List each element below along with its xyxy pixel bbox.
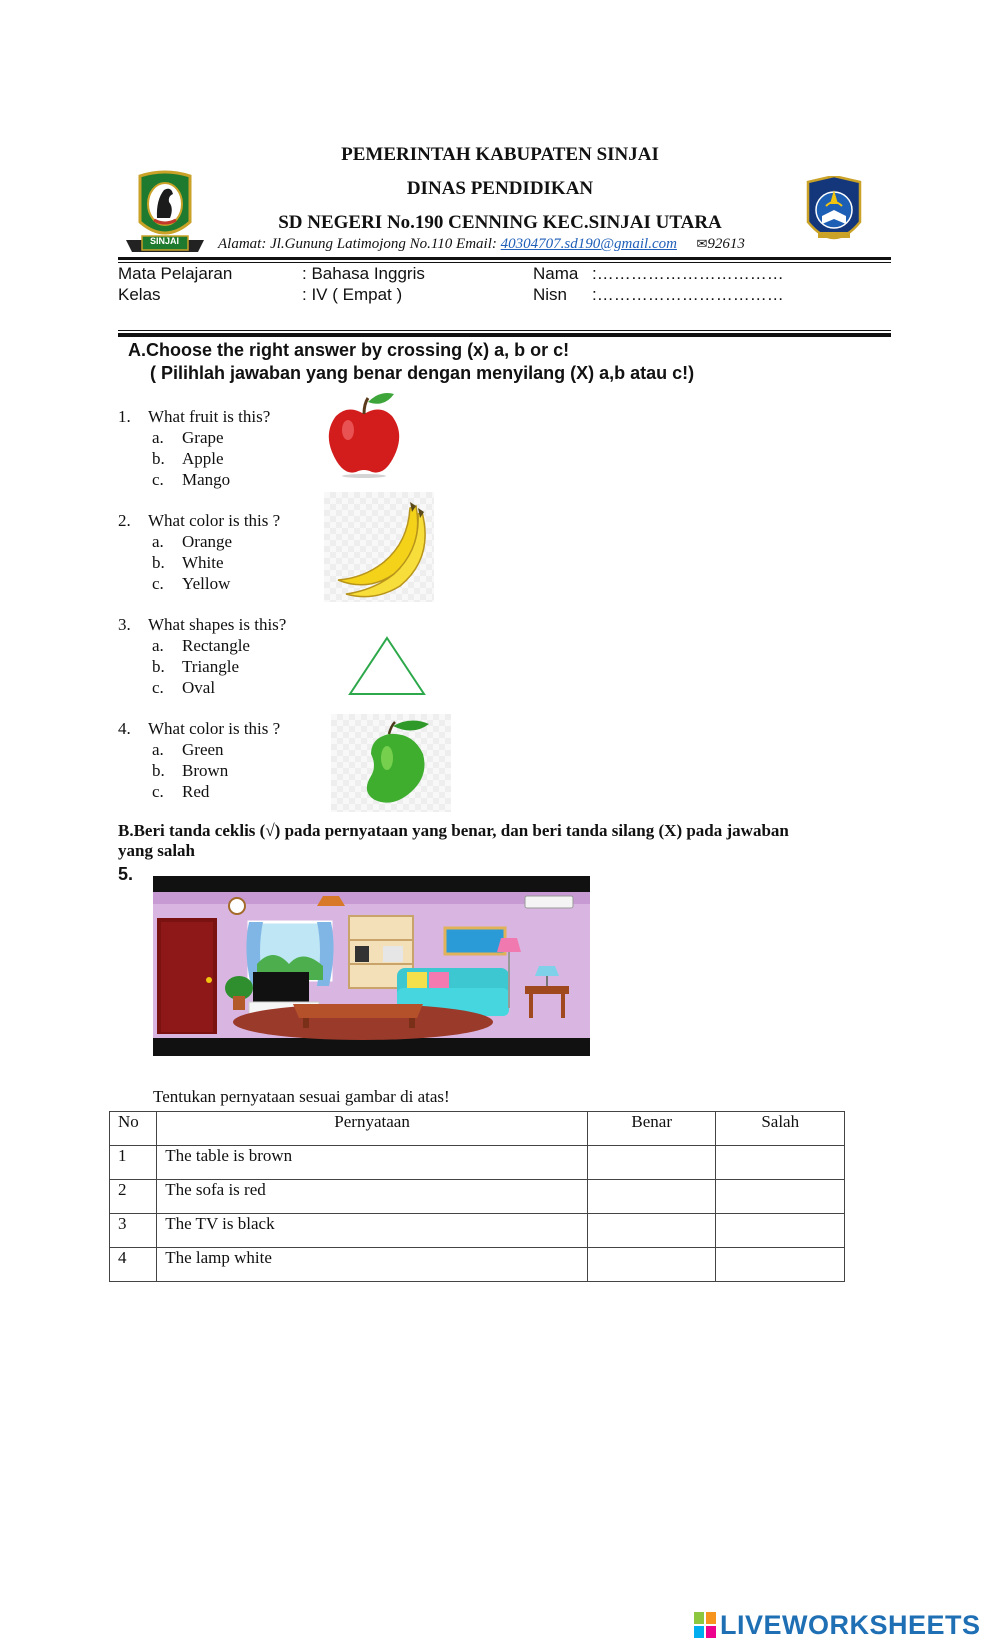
question-text: What color is this ? — [148, 719, 281, 738]
question-number: 2. — [118, 511, 131, 530]
option-letter: c. — [152, 470, 164, 489]
option-letter: c. — [152, 574, 164, 593]
subject-label: Mata Pelajaran — [118, 264, 233, 283]
option-letter: a. — [152, 740, 164, 759]
education-logo — [804, 176, 864, 254]
apple-image — [324, 390, 404, 478]
row-statement: The table is brown — [157, 1146, 588, 1180]
option-text: Red — [182, 782, 210, 801]
q2-option-a[interactable] — [152, 532, 232, 552]
question-3 — [118, 615, 286, 635]
row-no: 2 — [110, 1180, 157, 1214]
class-value: : IV ( Empat ) — [302, 285, 403, 304]
true-cell[interactable] — [587, 1248, 716, 1282]
option-letter: a. — [152, 636, 164, 655]
row-statement: The sofa is red — [157, 1180, 588, 1214]
email-link[interactable]: 40304707.sd190@gmail.com — [500, 236, 677, 252]
table-row — [110, 1180, 845, 1214]
row-statement: The TV is black — [157, 1214, 588, 1248]
section-b-title-line-1: B.Beri tanda ceklis (√) pada pernyataan yang benar, dan beri tanda silang (X) pada jawaban — [118, 821, 789, 840]
living-room-image — [153, 876, 590, 1056]
logo-text: SINJAI — [150, 236, 180, 246]
banana-image — [324, 492, 434, 602]
q4-option-a[interactable] — [152, 740, 224, 760]
section-a-title: A.Choose the right answer by crossing (x) a, b or c! — [128, 340, 570, 360]
question-text: What shapes is this? — [148, 615, 287, 634]
table-row — [110, 1248, 845, 1282]
option-text: Oval — [182, 678, 216, 697]
item-5-number: 5. — [118, 864, 134, 884]
question-4 — [118, 719, 280, 739]
header-false: Salah — [716, 1112, 845, 1146]
option-text: Triangle — [182, 657, 239, 676]
q4-option-b[interactable] — [152, 761, 228, 781]
false-cell[interactable] — [716, 1248, 845, 1282]
option-text: Brown — [182, 761, 229, 780]
q3-option-b[interactable] — [152, 657, 239, 677]
postal-code: 92613 — [707, 236, 745, 252]
option-letter: c. — [152, 678, 164, 697]
question-number: 4. — [118, 719, 131, 738]
table-header-row — [110, 1112, 845, 1146]
row-no: 4 — [110, 1248, 157, 1282]
q2-option-b[interactable] — [152, 553, 224, 573]
option-text: Mango — [182, 470, 231, 489]
section-b-title-line-2: yang salah — [118, 841, 195, 860]
false-cell[interactable] — [716, 1180, 845, 1214]
row-no: 3 — [110, 1214, 157, 1248]
header-line-2: DINAS PENDIDIKAN — [406, 178, 594, 199]
header-rule-thick — [118, 257, 891, 260]
question-number: 3. — [118, 615, 131, 634]
option-letter: b. — [152, 553, 165, 572]
option-text: Apple — [182, 449, 224, 468]
q1-option-a[interactable] — [152, 428, 224, 448]
q3-option-a[interactable] — [152, 636, 250, 656]
option-text: Green — [182, 740, 224, 759]
row-no: 1 — [110, 1146, 157, 1180]
question-text: What fruit is this? — [148, 407, 271, 426]
question-number: 1. — [118, 407, 131, 426]
table-row — [110, 1214, 845, 1248]
question-text: What color is this ? — [148, 511, 281, 530]
section-b-title — [118, 821, 898, 861]
class-label: Kelas — [118, 285, 161, 304]
option-letter: a. — [152, 428, 164, 447]
address-prefix: Alamat: Jl.Gunung Latimojong No.110 Email: — [218, 236, 501, 252]
q1-option-c[interactable] — [152, 470, 230, 490]
q2-option-c[interactable] — [152, 574, 230, 594]
false-cell[interactable] — [716, 1146, 845, 1180]
triangle-image — [346, 634, 428, 698]
option-text: Grape — [182, 428, 224, 447]
q1-option-b[interactable] — [152, 449, 224, 469]
table-instruction: Tentukan pernyataan sesuai gambar di atas! — [153, 1087, 450, 1106]
q4-option-c[interactable] — [152, 782, 209, 802]
true-cell[interactable] — [587, 1214, 716, 1248]
subject-value: : Bahasa Inggris — [302, 264, 425, 283]
option-letter: a. — [152, 532, 164, 551]
true-cell[interactable] — [587, 1146, 716, 1180]
sinjai-logo — [124, 170, 206, 256]
header-no: No — [110, 1112, 157, 1146]
liveworksheets-brand[interactable]: LIVEWORKSHEETS — [720, 1610, 981, 1640]
true-cell[interactable] — [587, 1180, 716, 1214]
false-cell[interactable] — [716, 1214, 845, 1248]
nisn-field[interactable]: :…………………………… — [592, 285, 784, 304]
mango-image — [331, 714, 451, 812]
option-text: White — [182, 553, 224, 572]
header-rule-thin — [118, 262, 891, 263]
header-statement: Pernyataan — [157, 1112, 588, 1146]
option-text: Orange — [182, 532, 233, 551]
option-letter: b. — [152, 657, 165, 676]
meta-rule-thick — [118, 333, 891, 337]
statement-table — [109, 1111, 845, 1282]
section-a-subtitle: ( Pilihlah jawaban yang benar dengan menyilang (X) a,b atau c!) — [150, 363, 695, 383]
q3-option-c[interactable] — [152, 678, 215, 698]
option-text: Rectangle — [182, 636, 250, 655]
question-2 — [118, 511, 280, 531]
table-row — [110, 1146, 845, 1180]
address-line — [218, 236, 745, 253]
option-letter: b. — [152, 761, 165, 780]
option-letter: b. — [152, 449, 165, 468]
question-1 — [118, 407, 270, 427]
envelope-icon: ✉ — [696, 236, 708, 251]
option-text: Yellow — [182, 574, 231, 593]
meta-rule-thin — [118, 330, 891, 331]
liveworksheets-logo-icon — [694, 1612, 716, 1638]
row-statement: The lamp white — [157, 1248, 588, 1282]
option-letter: c. — [152, 782, 164, 801]
name-label: Nama — [533, 264, 579, 283]
header-true: Benar — [587, 1112, 716, 1146]
header-line-1: PEMERINTAH KABUPATEN SINJAI — [341, 144, 659, 165]
name-field[interactable]: :…………………………… — [592, 264, 784, 283]
header-line-3: SD NEGERI No.190 CENNING KEC.SINJAI UTARA — [278, 212, 722, 233]
nisn-label: Nisn — [533, 285, 568, 304]
